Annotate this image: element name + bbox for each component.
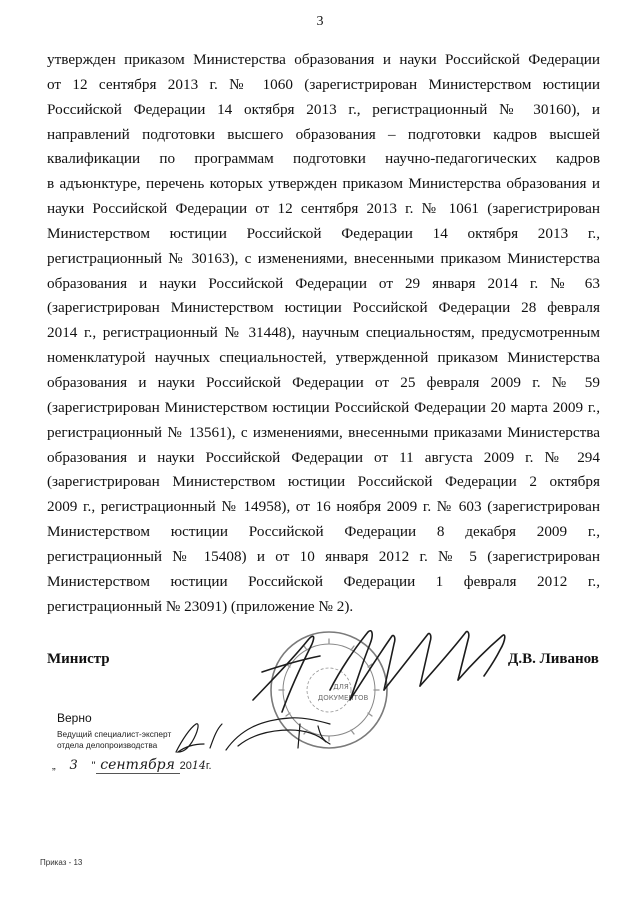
body-line: 2014 г., регистрационный № 31448), научным специальностям, предусмотренным [47, 324, 600, 342]
body-line: регистрационный № 15408) и от 10 января 2012 г. № 5 (зарегистрирован [47, 547, 600, 565]
body-line: образования и науки Российской Федерации от 25 февраля 2009 г. № 59 [47, 373, 600, 391]
date-g: г. [205, 760, 212, 772]
date-month: сентября [96, 757, 180, 774]
body-line: от 12 сентября 2013 г. № 1060 (зарегистрирован Министерством юстиции [47, 75, 600, 93]
body-line: Министерством юстиции Российской Федерации 1 февраля 2012 г., [47, 572, 600, 590]
certifier-signature-icon [176, 718, 330, 752]
body-line: утвержден приказом Министерства образования и науки Российской Федерации [47, 51, 600, 68]
body-line: Министерством юстиции Российской Федерации 14 октября 2013 г., [47, 224, 600, 242]
stamp-center-line-2: ДОКУМЕНТОВ [317, 694, 369, 702]
body-line: регистрационный № 13561), с изменениями, внесенными приказами Министерства [47, 423, 600, 441]
body-line: Министерством юстиции Российской Федерации 8 декабря 2009 г., [47, 523, 600, 541]
minister-signature-icon [253, 631, 505, 712]
signatory-title: Министр [47, 651, 110, 667]
body-line: образования и науки Российской Федерации от 29 января 2014 г. № 63 [47, 274, 600, 292]
footer-code: Приказ - 13 [40, 858, 83, 867]
body-line: в адъюнктуре, перечень которых утвержден приказом Министерства образования и [47, 175, 600, 193]
page-number: 3 [316, 14, 324, 29]
body-line: 2009 г., регистрационный № 14958), от 16 ноября 2009 г. № 603 (зарегистрирован [47, 498, 600, 516]
date-open-quote: „ [52, 760, 56, 772]
certifier-department: отдела делопроизводства [57, 740, 158, 750]
date-close-quote: " [91, 760, 96, 772]
body-line: Российской Федерации 14 октября 2013 г., регистрационный № 30160), и [47, 100, 600, 118]
body-line: направлений подготовки высшего образования – подготовки кадров высшей [47, 125, 600, 143]
signatory-name: Д.В. Ливанов [508, 651, 599, 667]
body-text [47, 48, 600, 619]
certifier-position: Ведущий специалист-эксперт [57, 729, 172, 739]
body-line: регистрационный № 23091) (приложение № 2). [47, 597, 354, 615]
body-line: квалификации по программам подготовки научно-педагогических кадров [47, 150, 600, 168]
body-line: регистрационный № 30163), с изменениями, внесенными приказом Министерства [47, 249, 600, 267]
certification-date [52, 757, 212, 774]
date-year-suffix: 14 [191, 759, 206, 772]
date-day: 3 [69, 758, 78, 773]
body-line: образования и науки Российской Федерации от 11 августа 2009 г. № 294 [47, 448, 600, 466]
body-line: науки Российской Федерации от 12 сентября 2013 г. № 1061 (зарегистрирован [47, 200, 600, 218]
body-line: (зарегистрирован Министерством юстиции Российской Федерации 20 марта 2009 г., [47, 398, 600, 416]
stamp-center-line-1: ДЛЯ [333, 683, 349, 691]
body-line: (зарегистрирован Министерством юстиции Российской Федерации 2 октября [47, 473, 600, 491]
body-line: (зарегистрирован Министерством юстиции Российской Федерации 28 февраля [47, 299, 600, 317]
date-year-prefix: 20 [179, 760, 192, 772]
body-line: номенклатурой научных специальностей, утвержденной приказом Министерства [47, 349, 600, 367]
certified-true-label: Верно [57, 711, 92, 725]
round-stamp-icon [271, 632, 387, 748]
